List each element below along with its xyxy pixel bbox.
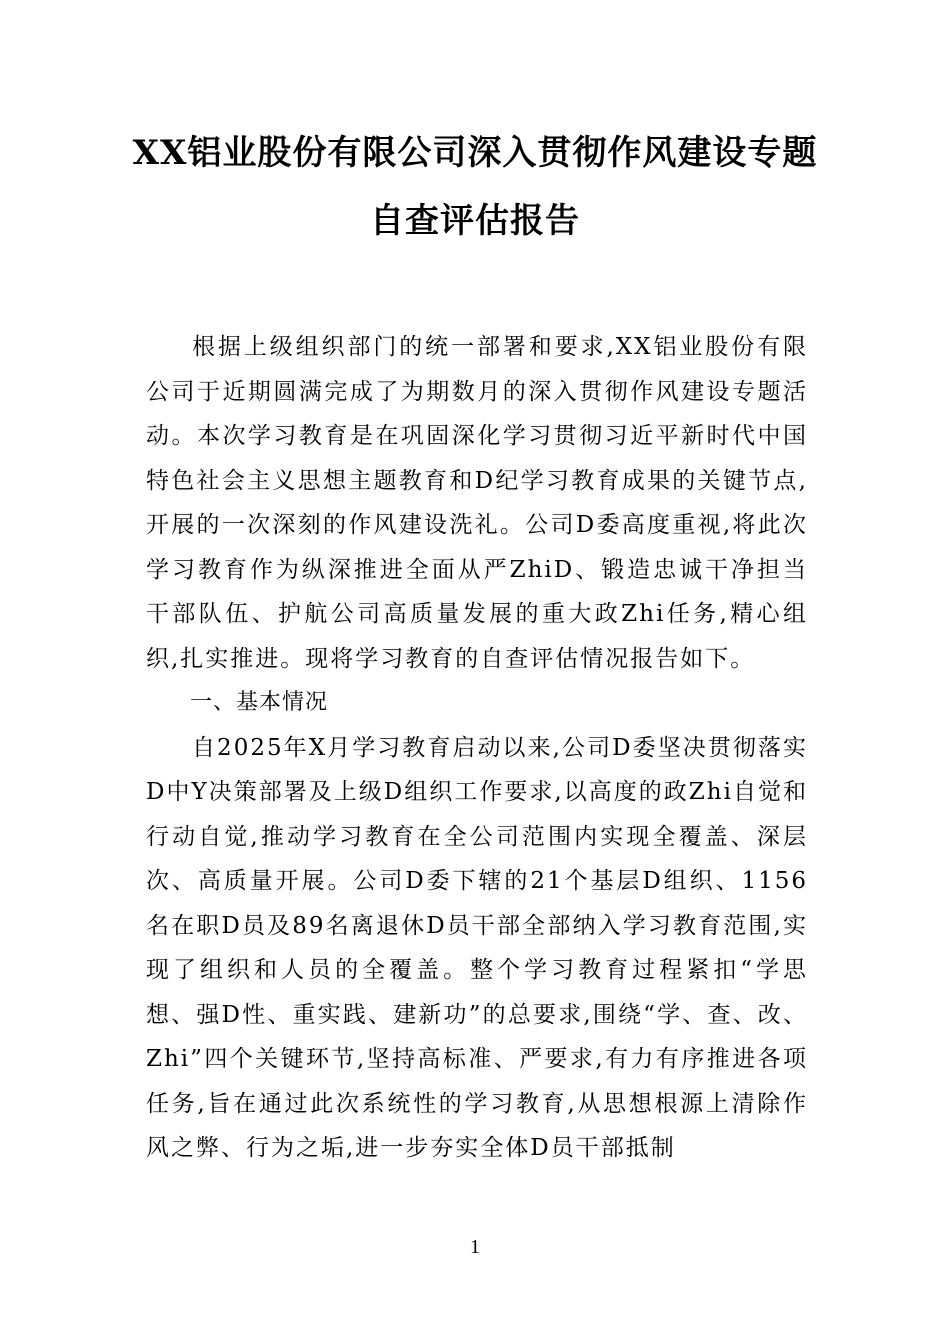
document-title: XX铝业股份有限公司深入贯彻作风建设专题自查评估报告 bbox=[132, 133, 818, 241]
document-body bbox=[146, 325, 808, 1171]
intro-paragraph: 根据上级组织部门的统一部署和要求,XX铝业股份有限公司于近期圆满完成了为期数月的深入贯彻作风建设专题活动。本次学习教育是在巩固深化学习贯彻习近平新时代中国特色社会主义思想主题教育和D纪学习教育成果的关键节点,开展的一次深刻的作风建设洗礼。公司D委高度重视,将此次学习教育作为纵深推进全面从严ZhiD、锻造忠诚干净担当干部队伍、护航公司高质量发展的重大政Zhi任务,精心组织,扎实推进。现将学习教育的自查评估情况报告如下。 bbox=[146, 334, 808, 672]
section-heading: 一、基本情况 bbox=[190, 690, 329, 715]
page-number: 1 bbox=[470, 1236, 480, 1258]
section-paragraph: 自2025年X月学习教育启动以来,公司D委坚决贯彻落实D中Y决策部署及上级D组织工作要求,以高度的政Zhi自觉和行动自觉,推动学习教育在全公司范围内实现全覆盖、深层次、高质量开展。公司D委下辖的21个基层D组织、1156名在职D员及89名离退休D员干部全部纳入学习教育范围,实现了组织和人员的全覆盖。整个学习教育过程紧扣“学思想、强D性、重实践、建新功”的总要求,围绕“学、查、改、Zhi”四个关键环节,坚持高标准、严要求,有力有序推进各项任务,旨在通过此次系统性的学习教育,从思想根源上清除作风之弊、行为之垢,进一步夯实全体D员干部抵制 bbox=[146, 734, 808, 1161]
